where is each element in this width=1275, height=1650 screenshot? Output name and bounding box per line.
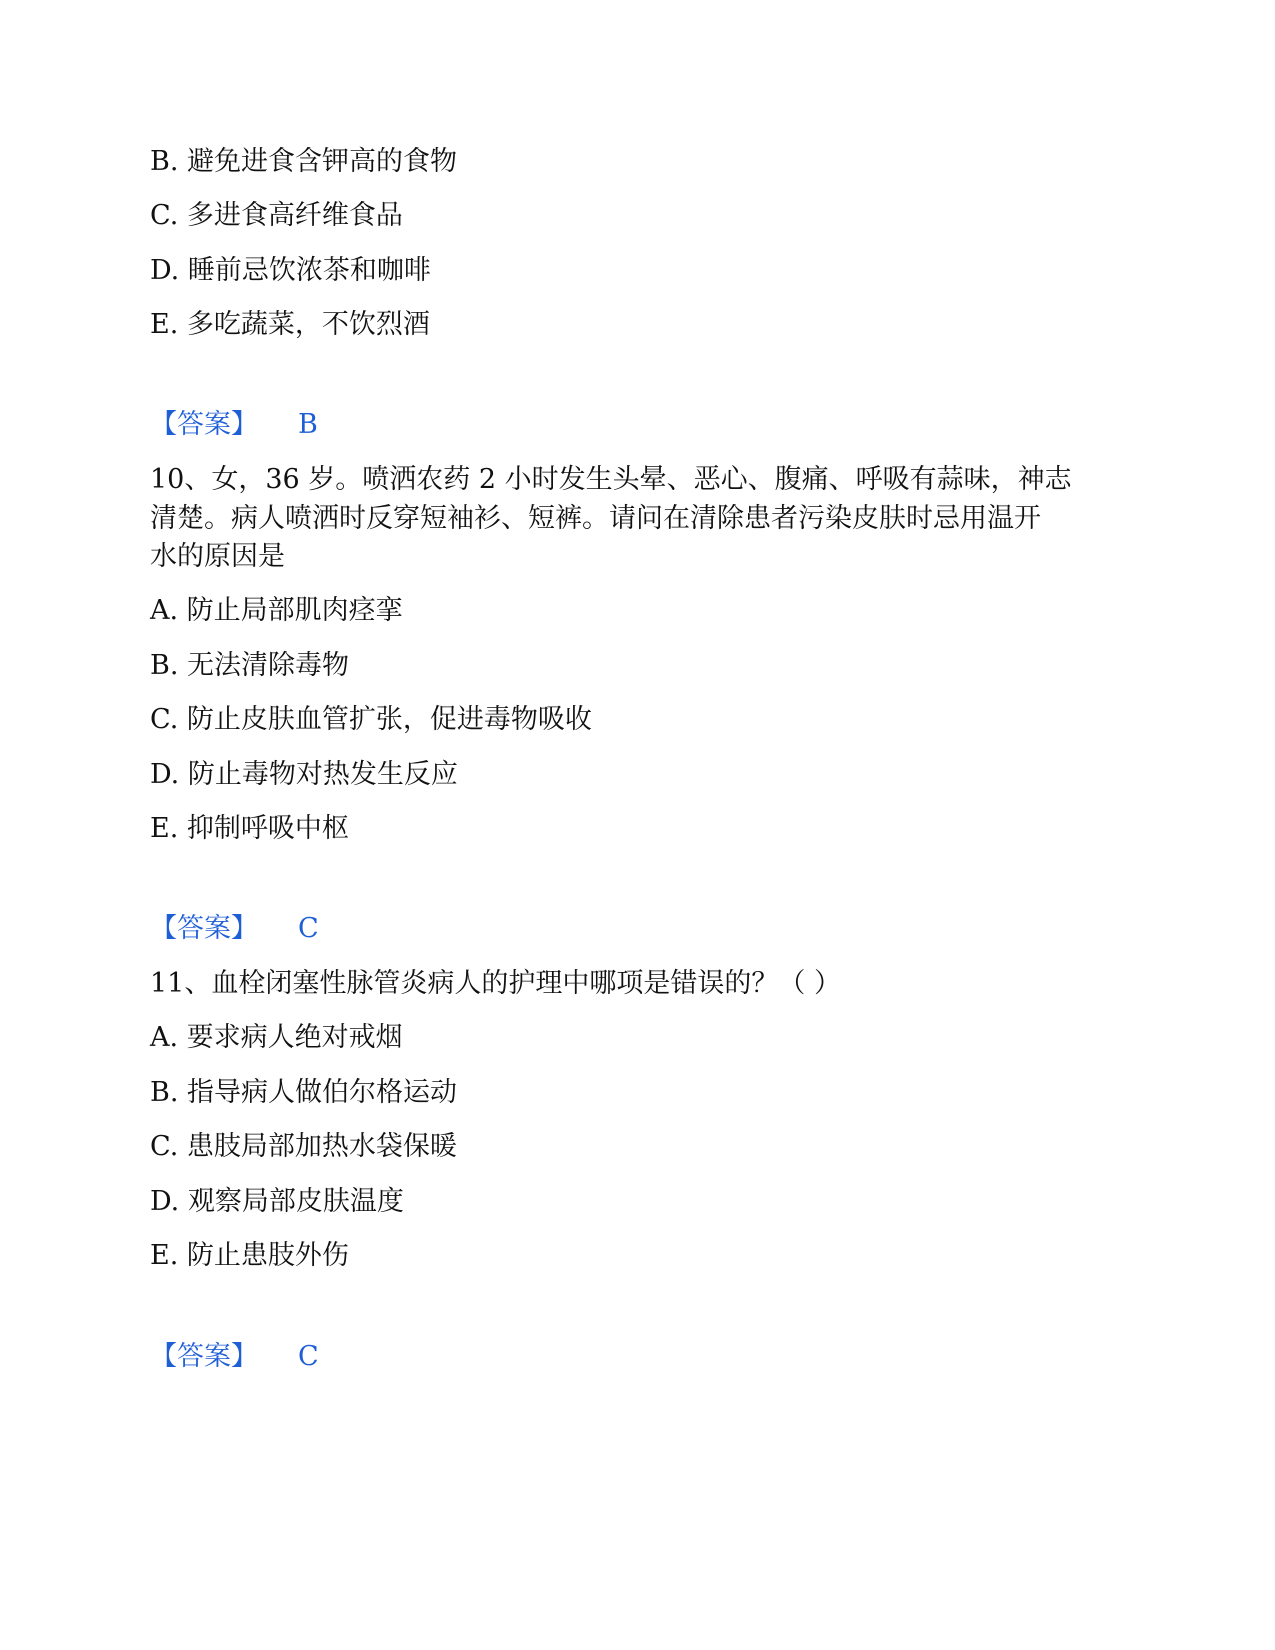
- q11-option-d: D. 观察局部皮肤温度: [150, 1186, 404, 1217]
- q9-option-d: D. 睡前忌饮浓茶和咖啡: [150, 255, 431, 286]
- q11-option-a: A. 要求病人绝对戒烟: [150, 1022, 403, 1053]
- answer-label: 【答案】: [150, 409, 258, 440]
- q9-option-e: E. 多吃蔬菜，不饮烈酒: [150, 309, 430, 340]
- q10-stem-line-3: 水的原因是: [150, 541, 285, 572]
- q10-stem-line-1: 10、女，36 岁。喷洒农药 2 小时发生头晕、恶心、腹痛、呼吸有蒜味，神志: [150, 464, 1072, 495]
- answer-label: 【答案】: [150, 1341, 258, 1372]
- q11-option-b: B. 指导病人做伯尔格运动: [150, 1077, 458, 1108]
- q11-option-c: C. 患肢局部加热水袋保暖: [150, 1131, 457, 1162]
- answer-value: C: [298, 1341, 319, 1372]
- q10-option-b: B. 无法清除毒物: [150, 650, 350, 681]
- q10-option-d: D. 防止毒物对热发生反应: [150, 759, 458, 790]
- q11-option-e: E. 防止患肢外伤: [150, 1240, 349, 1271]
- q10-answer: [150, 909, 319, 949]
- q10-option-a: A. 防止局部肌肉痉挛: [150, 595, 403, 626]
- q10-option-c: C. 防止皮肤血管扩张，促进毒物吸收: [150, 704, 592, 735]
- q9-answer: [150, 405, 318, 445]
- q10-option-e: E. 抑制呼吸中枢: [150, 813, 349, 844]
- q9-option-b: B. 避免进食含钾高的食物: [150, 146, 458, 177]
- q11-answer: [150, 1337, 319, 1377]
- q10-stem-line-2: 清楚。病人喷洒时反穿短袖衫、短裤。请问在清除患者污染皮肤时忌用温开: [150, 503, 1041, 534]
- answer-label: 【答案】: [150, 913, 258, 944]
- q11-stem: 11、血栓闭塞性脉管炎病人的护理中哪项是错误的？（ ）: [150, 968, 841, 999]
- answer-value: B: [298, 409, 318, 440]
- answer-value: C: [298, 913, 319, 944]
- q9-option-c: C. 多进食高纤维食品: [150, 200, 403, 231]
